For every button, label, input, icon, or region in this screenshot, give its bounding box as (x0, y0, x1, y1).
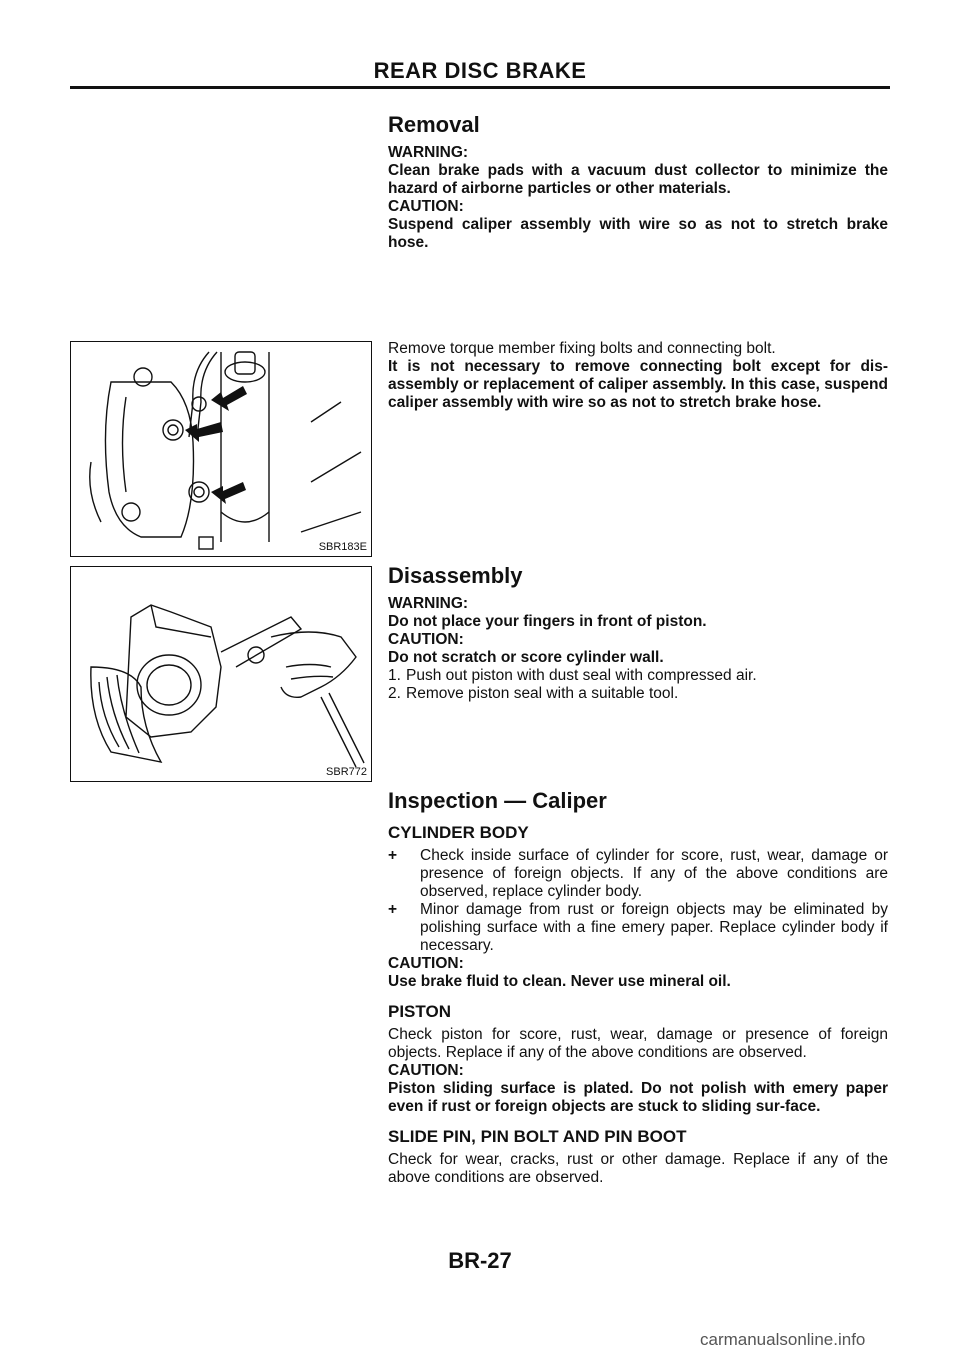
piston-text: Check piston for score, rust, wear, damage or presence of foreign objects. Replace if any of the above conditions are observed. (388, 1026, 888, 1061)
removal-warning-label: WARNING: (388, 144, 469, 161)
figure-caliper-bolts (70, 341, 372, 557)
cylinder-caution-label: CAUTION: (388, 955, 464, 972)
disassembly-warning-label: WARNING: (388, 595, 469, 612)
inspection-section (388, 788, 888, 1187)
page-number: BR-27 (448, 1248, 512, 1273)
removal-heading: Removal (388, 112, 480, 137)
header-rule (70, 86, 890, 89)
figure-label-sbr183e: SBR183E (318, 541, 367, 553)
caliper-bolts-illustration (71, 342, 371, 556)
disassembly-heading: Disassembly (388, 563, 523, 588)
disassembly-section (388, 563, 888, 703)
cylinder-body-heading: CYLINDER BODY (388, 823, 529, 842)
step-number: 2. (388, 685, 401, 702)
removal-warning-text: Clean brake pads with a vacuum dust collector to minimize the hazard of airborne particles or other materials. (388, 162, 888, 197)
figure-piston-removal (70, 566, 372, 782)
removal-section (388, 112, 888, 252)
removal-caution-label: CAUTION: (388, 198, 464, 215)
piston-removal-illustration (71, 567, 371, 781)
disassembly-caution-text: Do not scratch or score cylinder wall. (388, 649, 664, 666)
inspection-heading: Inspection — Caliper (388, 788, 607, 813)
step-number: 1. (388, 667, 401, 684)
bullet-symbol: + (388, 847, 398, 864)
removal-step-block (388, 340, 888, 412)
removal-caution-text: Suspend caliper assembly with wire so as not to stretch brake hose. (388, 216, 888, 251)
page-header-title: REAR DISC BRAKE (373, 58, 587, 83)
piston-caution-text: Piston sliding surface is plated. Do not polish with emery paper even if rust or foreign objects are stuck to sliding sur-face. (388, 1080, 888, 1115)
figure-label-sbr772: SBR772 (326, 766, 367, 778)
watermark: carmanualsonline.info (700, 1330, 866, 1349)
bullet-text: Check inside surface of cylinder for score, rust, wear, damage or presence of foreign objects. If any of the above conditions are observed, replace cylinder body. (420, 847, 888, 900)
removal-step-text: Remove torque member fixing bolts and connecting bolt. (388, 340, 776, 357)
cylinder-bullet-1 (388, 847, 888, 901)
bullet-symbol: + (388, 901, 398, 918)
bullet-text: Minor damage from rust or foreign objects may be eliminated by polishing surface with a fine emery paper. Replace cylinder body if necessary. (420, 901, 888, 954)
piston-caution-label: CAUTION: (388, 1062, 464, 1079)
disassembly-caution-label: CAUTION: (388, 631, 464, 648)
cylinder-bullet-2 (388, 901, 888, 955)
slide-pin-text: Check for wear, cracks, rust or other damage. Replace if any of the above conditions are observed. (388, 1151, 888, 1186)
step-text: Push out piston with dust seal with compressed air. (406, 667, 757, 684)
removal-note-text: It is not necessary to remove connecting bolt except for dis-assembly or replacement of caliper assembly. In this case, suspend caliper assembly with wire so as not to stretch brake hose. (388, 358, 888, 411)
piston-heading: PISTON (388, 1002, 451, 1021)
cylinder-caution-text: Use brake fluid to clean. Never use mineral oil. (388, 973, 731, 990)
disassembly-step-2 (388, 685, 888, 703)
disassembly-step-1 (388, 667, 888, 685)
step-text: Remove piston seal with a suitable tool. (406, 685, 679, 702)
disassembly-warning-text: Do not place your fingers in front of piston. (388, 613, 707, 630)
slide-pin-heading: SLIDE PIN, PIN BOLT AND PIN BOOT (388, 1127, 687, 1146)
